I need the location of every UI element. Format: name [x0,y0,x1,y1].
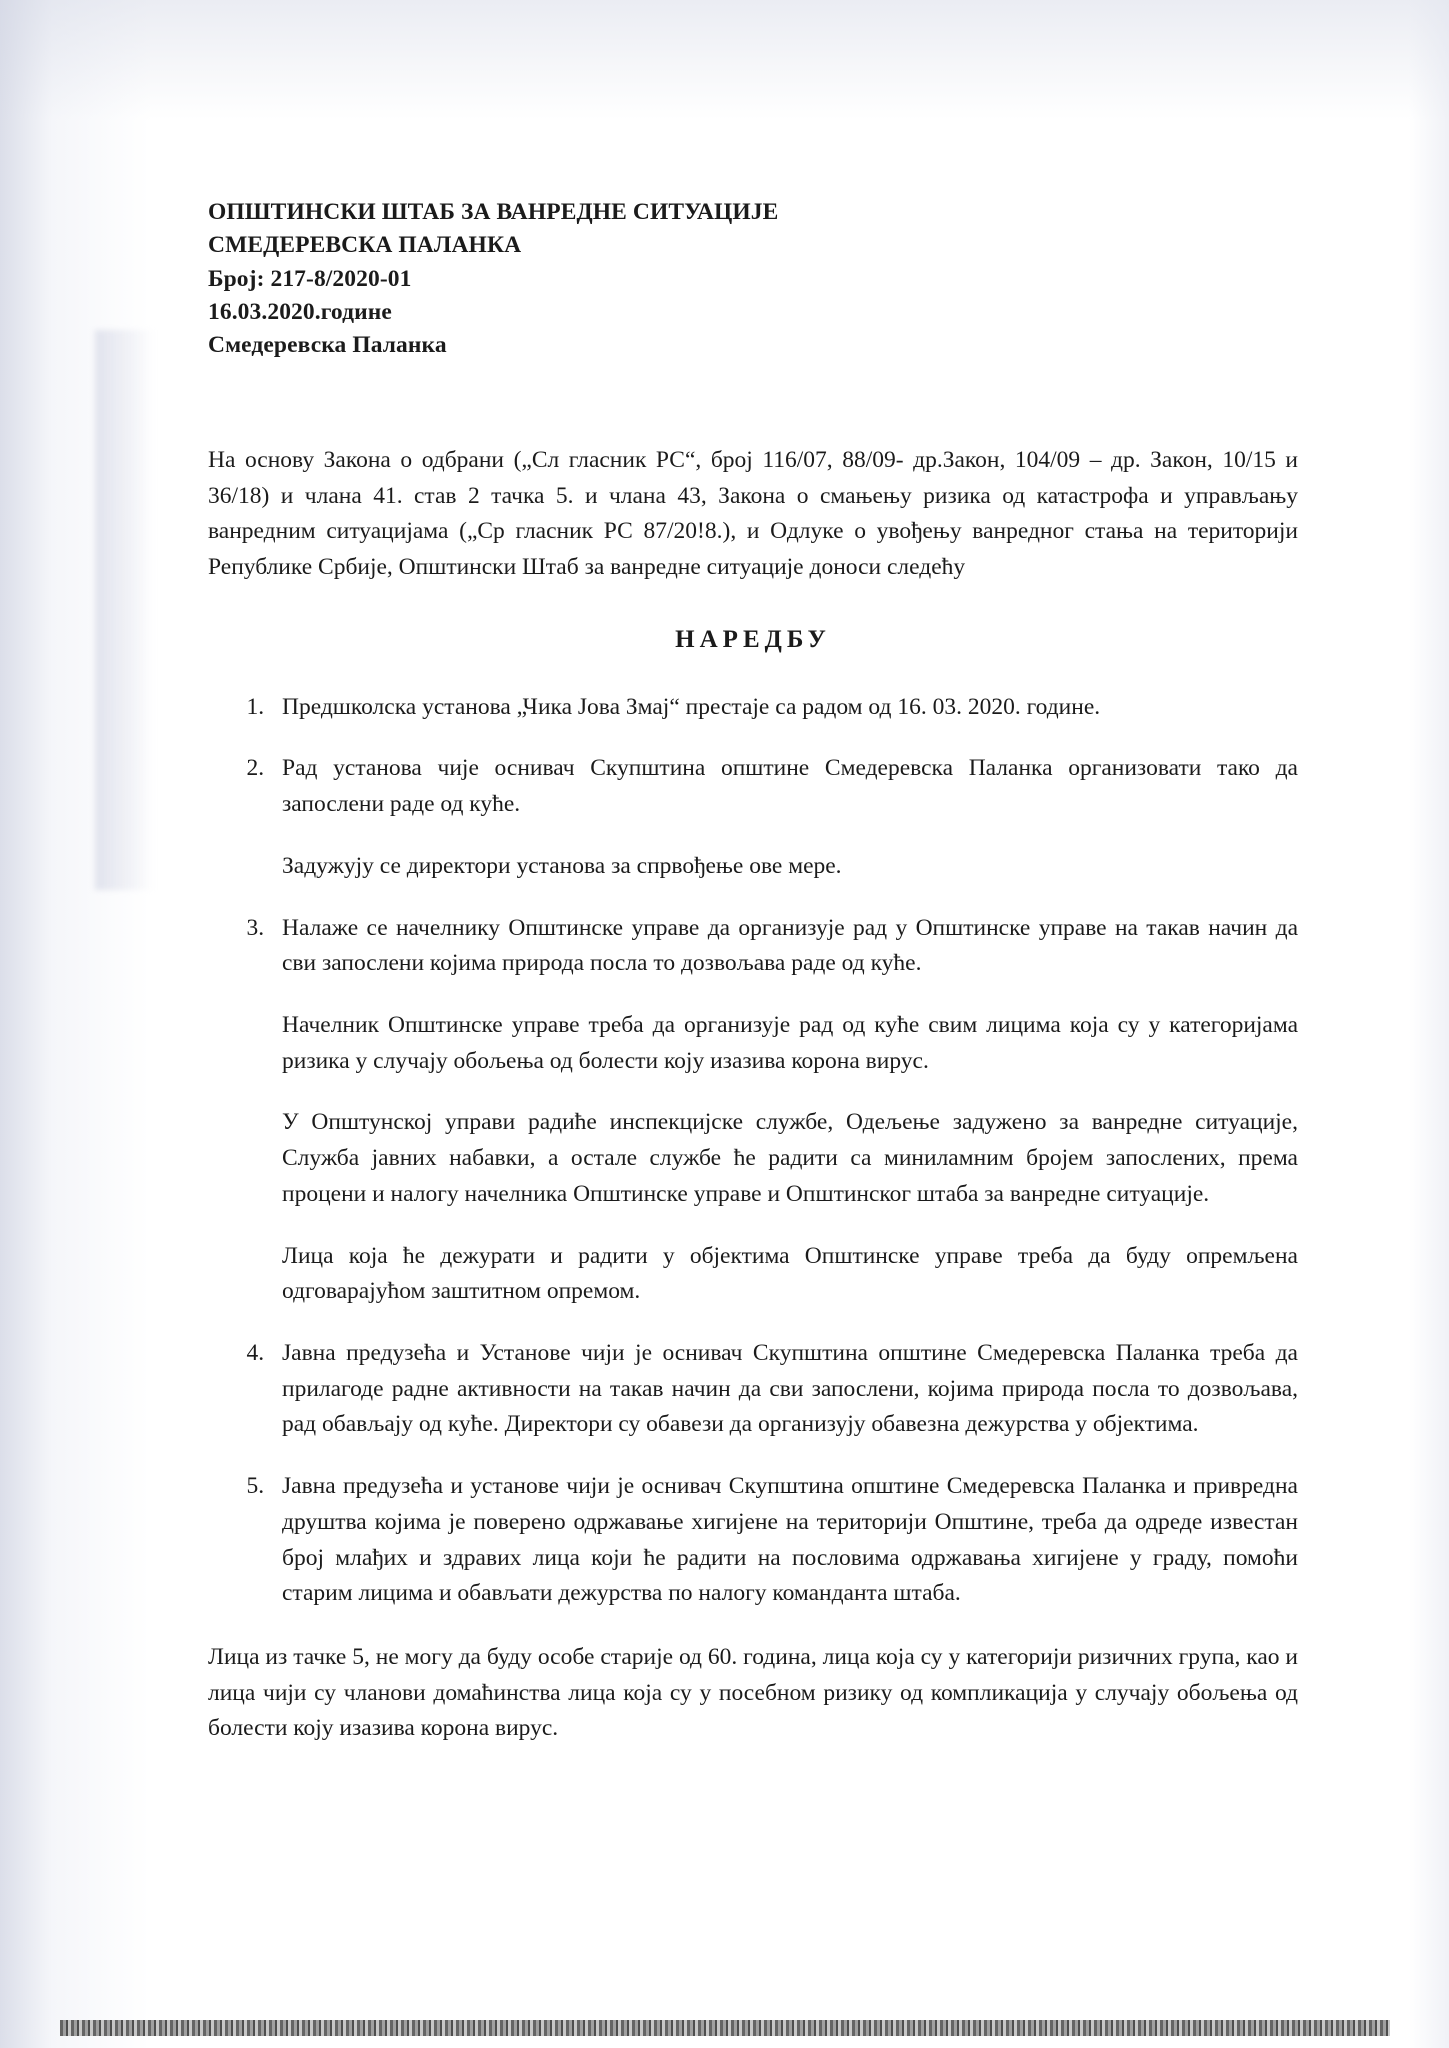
list-item-text: Јавна предузећа и Установе чији је оснивач Скупштина општине Смедеревска Паланка треба да прилагоде радне активности на такав начин да сви запослени, којима природа посла то дозвољава, рад обављају од куће. Директори су обавези да организују обавезна дежурства у објектима. [282,1340,1298,1438]
scan-shadow-top [0,0,1449,120]
document-body [208,196,1298,1771]
list-item-text: Налаже се начелнику Општинске управе да организује рад у Општинске управе на такав начин да сви запослени којима природа посла то дозвољава раде од куће. [282,914,1298,977]
list-item-subparagraph: Начелник Општинске управе треба да организује рад од куће свим лицима која су у категоријама ризика у случају обољења од болести коју изазива корона вирус. [282,1011,1298,1074]
scan-streak-artifact [95,330,155,890]
scan-bottom-edge-artifact [60,2020,1390,2036]
list-item-subparagraph: У Општунској управи радиће инспекцијске службе, Одељење задужено за ванредне ситуације, Служба јавних набавки, а остале службе ће радити са миниламним бројем запослених, према процени и налогу начелника Општинске управе и Општинског штаба за ванредне ситуације. [282,1109,1298,1207]
scan-shadow-left [0,0,150,2048]
list-item-text: Рад установа чије оснивач Скупштина општине Смедеревска Паланка организовати тако да запослени раде од куће. [282,755,1298,818]
list-item [270,751,1298,884]
closing-paragraph: Лица из тачке 5, не могу да буду особе старије од 60. година, лица која су у категорији ризичних група, као и лица чији су чланови домаћинства лица која су у посебном ризику од компликација у случају обољења од болести коју изазива корона вирус. [208,1644,1298,1742]
letterhead-line-place: Смедеревска Паланка [208,332,447,359]
list-item [270,1336,1298,1443]
list-item-text: Предшколска установа „Чика Јова Змај“ престаје са радом од 16. 03. 2020. године. [282,693,1101,720]
list-item-subparagraph: Задужују се директори установа за спрвођење ове мере. [282,852,842,879]
letterhead-line-number: Број: 217-8/2020-01 [208,265,412,292]
letterhead-line-organization: ОПШТИНСКИ ШТАБ ЗА ВАНРЕДНЕ СИТУАЦИЈЕ [208,199,779,225]
document-title: НАРЕДБУ [675,625,831,653]
letterhead-line-municipality: СМЕДЕРЕВСКА ПАЛАНКА [208,232,522,259]
letterhead-line-date: 16.03.2020.године [208,299,392,326]
list-item-text: Јавна предузећа и установе чији је оснивач Скупштина општине Смедеревска Паланка и привредна друштва којима је поверено одржавање хигијене на територији Општине, треба да одреде известан број млађих и здравих лица који ће радити на пословима одржавања хигијене у граду, помоћи старим лицима и обављати дежурства по налогу команданта штаба. [282,1473,1298,1607]
list-item [270,1469,1298,1612]
list-item [270,911,1298,1310]
ordered-items-list [208,690,1298,1612]
legal-basis-paragraph: На основу Закона о одбрани („Сл гласник РС“, број 116/07, 88/09- др.Закон, 104/09 – др. Закон, 10/15 и 36/18) и члана 41. став 2 тачка 5. и члана 43, Закона о смањењу ризика од катастрофа и управљању ванредним ситуацијама („Ср гласник РС 87/20!8.), и Одлуке о увођењу ванредног стања на територији Републике Србије, Општински Штаб за ванредне ситуације доноси следећу [208,446,1298,580]
list-item-subparagraph: Лица која ће дежурати и радити у објектима Општинске управе треба да буду опремљена одговарајућом заштитном опремом. [282,1242,1298,1305]
list-item [270,690,1298,726]
letterhead [208,196,1298,363]
scan-shadow-right [1409,0,1449,2048]
